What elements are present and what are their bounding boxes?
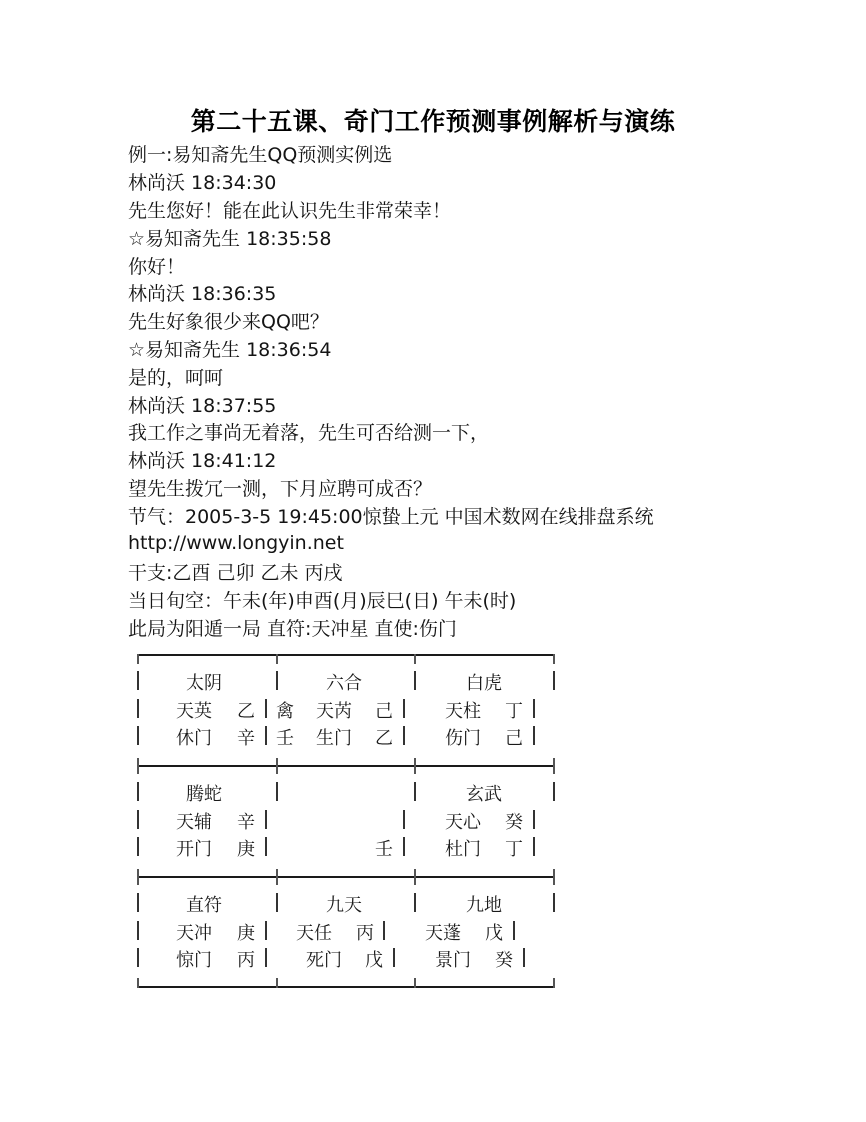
chat-sender-timestamp: 林尚沃 18:41:12 bbox=[128, 450, 277, 472]
grid-tick bbox=[276, 978, 278, 988]
grid-bar bbox=[276, 671, 278, 690]
grid-bar bbox=[403, 726, 405, 745]
grid-bar bbox=[383, 921, 385, 940]
grid-bar bbox=[265, 726, 267, 745]
grid-bar bbox=[553, 782, 555, 801]
palace-god-label: 九地 bbox=[466, 895, 502, 916]
palace-star-stem: 辛 bbox=[237, 812, 255, 833]
grid-tick bbox=[553, 869, 555, 885]
palace-door: 杜门 bbox=[445, 839, 481, 860]
palace-star-stem: 己 bbox=[375, 701, 393, 722]
palace-star-stem: 庚 bbox=[237, 923, 255, 944]
grid-bar bbox=[403, 810, 405, 829]
palace-door-stem: 丁 bbox=[505, 839, 523, 860]
palace-god-label: 直符 bbox=[186, 895, 222, 916]
grid-tick bbox=[553, 654, 555, 664]
chat-message: 望先生拨冗一测，下月应聘可成否？ bbox=[128, 478, 433, 500]
palace-god-label: 六合 bbox=[326, 673, 362, 694]
chat-message: 是的，呵呵 bbox=[128, 367, 224, 389]
grid-bar bbox=[403, 837, 405, 856]
grid-tick bbox=[414, 654, 416, 664]
palace-star: 天冲 bbox=[176, 923, 212, 944]
grid-bar bbox=[137, 948, 139, 967]
chat-message: 先生您好！能在此认识先生非常荣幸！ bbox=[128, 200, 452, 222]
palace-door: 生门 bbox=[316, 728, 352, 749]
palace-star: 天英 bbox=[176, 701, 212, 722]
grid-bar bbox=[137, 810, 139, 829]
grid-bar bbox=[553, 671, 555, 690]
page-title: 第二十五课、奇门工作预测事例解析与演练 bbox=[190, 107, 676, 136]
grid-bar bbox=[403, 699, 405, 718]
grid-bar bbox=[414, 671, 416, 690]
palace-star: 天辅 bbox=[176, 812, 212, 833]
palace-door-stem: 丙 bbox=[237, 950, 255, 971]
chat-sender-timestamp: ☆易知斋先生 18:35:58 bbox=[128, 228, 332, 250]
palace-door: 景门 bbox=[435, 950, 471, 971]
chat-sender-timestamp: 林尚沃 18:36:35 bbox=[128, 283, 277, 305]
ganzhi-info: 干支:乙酉 己卯 乙未 丙戌 bbox=[128, 562, 343, 584]
palace-door-stem: 癸 bbox=[495, 950, 513, 971]
chat-sender-timestamp: 林尚沃 18:37:55 bbox=[128, 395, 277, 417]
palace-star-stem: 丁 bbox=[505, 701, 523, 722]
palace-star-stem: 丙 bbox=[356, 923, 374, 944]
grid-bar bbox=[265, 948, 267, 967]
grid-bar bbox=[137, 837, 139, 856]
grid-tick bbox=[414, 758, 416, 774]
grid-bar bbox=[393, 948, 395, 967]
palace-door: 伤门 bbox=[445, 728, 481, 749]
grid-bar bbox=[533, 699, 535, 718]
grid-bar bbox=[414, 893, 416, 912]
palace-door-stem: 乙 bbox=[375, 728, 393, 749]
palace-door: 休门 bbox=[176, 728, 212, 749]
grid-bar bbox=[265, 921, 267, 940]
grid-bar bbox=[276, 782, 278, 801]
palace-door-stem: 己 bbox=[505, 728, 523, 749]
grid-tick bbox=[276, 654, 278, 664]
chat-message: 你好！ bbox=[128, 256, 186, 278]
grid-tick bbox=[414, 978, 416, 988]
palace-extra-star: 禽 bbox=[276, 701, 294, 722]
solar-term-info: 节气：2005-3-5 19:45:00惊蛰上元 中国术数网在线排盘系统 bbox=[128, 506, 654, 528]
palace-god-label: 腾蛇 bbox=[186, 784, 222, 805]
grid-tick bbox=[137, 869, 139, 885]
grid-tick bbox=[276, 758, 278, 774]
grid-bar bbox=[137, 921, 139, 940]
palace-door: 死门 bbox=[306, 950, 342, 971]
source-url: http://www.longyin.net bbox=[128, 532, 344, 554]
palace-star-stem: 乙 bbox=[237, 701, 255, 722]
grid-bar bbox=[137, 782, 139, 801]
grid-rule bbox=[137, 986, 553, 988]
grid-bar bbox=[276, 893, 278, 912]
palace-star-stem: 癸 bbox=[505, 812, 523, 833]
chat-sender-timestamp: 林尚沃 18:34:30 bbox=[128, 172, 277, 194]
grid-tick bbox=[553, 978, 555, 988]
palace-god-label: 白虎 bbox=[466, 673, 502, 694]
grid-bar bbox=[523, 948, 525, 967]
grid-bar bbox=[553, 893, 555, 912]
palace-god-label: 九天 bbox=[326, 895, 362, 916]
palace-door: 惊门 bbox=[176, 950, 212, 971]
palace-star: 天任 bbox=[296, 923, 332, 944]
chat-sender-timestamp: ☆易知斋先生 18:36:54 bbox=[128, 339, 332, 361]
grid-bar bbox=[265, 699, 267, 718]
grid-tick bbox=[414, 869, 416, 885]
palace-extra-door: 壬 bbox=[276, 728, 294, 749]
chat-message: 先生好象很少来QQ吧？ bbox=[128, 311, 329, 333]
chat-message: 我工作之事尚无着落，先生可否给测一下， bbox=[128, 422, 490, 444]
palace-star: 天心 bbox=[445, 812, 481, 833]
grid-bar bbox=[265, 810, 267, 829]
center-palace-stem: 壬 bbox=[375, 839, 393, 860]
grid-bar bbox=[265, 837, 267, 856]
palace-door: 开门 bbox=[176, 839, 212, 860]
grid-bar bbox=[513, 921, 515, 940]
grid-bar bbox=[137, 671, 139, 690]
grid-rule bbox=[137, 876, 553, 878]
palace-god-label: 玄武 bbox=[466, 784, 502, 805]
grid-bar bbox=[137, 893, 139, 912]
palace-god-label: 太阴 bbox=[186, 673, 222, 694]
grid-bar bbox=[137, 699, 139, 718]
grid-tick bbox=[137, 758, 139, 774]
grid-tick bbox=[276, 869, 278, 885]
xunkong-info: 当日旬空：午未(年)申酉(月)辰巳(日) 午未(时) bbox=[128, 590, 517, 612]
ju-info: 此局为阳遁一局 直符:天冲星 直使:伤门 bbox=[128, 618, 457, 640]
grid-bar bbox=[533, 726, 535, 745]
grid-rule bbox=[137, 654, 553, 656]
grid-bar bbox=[533, 810, 535, 829]
palace-door-stem: 辛 bbox=[237, 728, 255, 749]
grid-tick bbox=[137, 978, 139, 988]
palace-star-stem: 戊 bbox=[485, 923, 503, 944]
example-heading: 例一:易知斋先生QQ预测实例选 bbox=[128, 144, 393, 166]
grid-bar bbox=[533, 837, 535, 856]
grid-tick bbox=[553, 758, 555, 774]
palace-star: 天蓬 bbox=[425, 923, 461, 944]
palace-door-stem: 戊 bbox=[365, 950, 383, 971]
grid-bar bbox=[414, 782, 416, 801]
palace-door-stem: 庚 bbox=[237, 839, 255, 860]
grid-tick bbox=[137, 654, 139, 664]
grid-rule bbox=[137, 765, 553, 767]
palace-star: 天芮 bbox=[316, 701, 352, 722]
grid-bar bbox=[137, 726, 139, 745]
palace-star: 天柱 bbox=[445, 701, 481, 722]
